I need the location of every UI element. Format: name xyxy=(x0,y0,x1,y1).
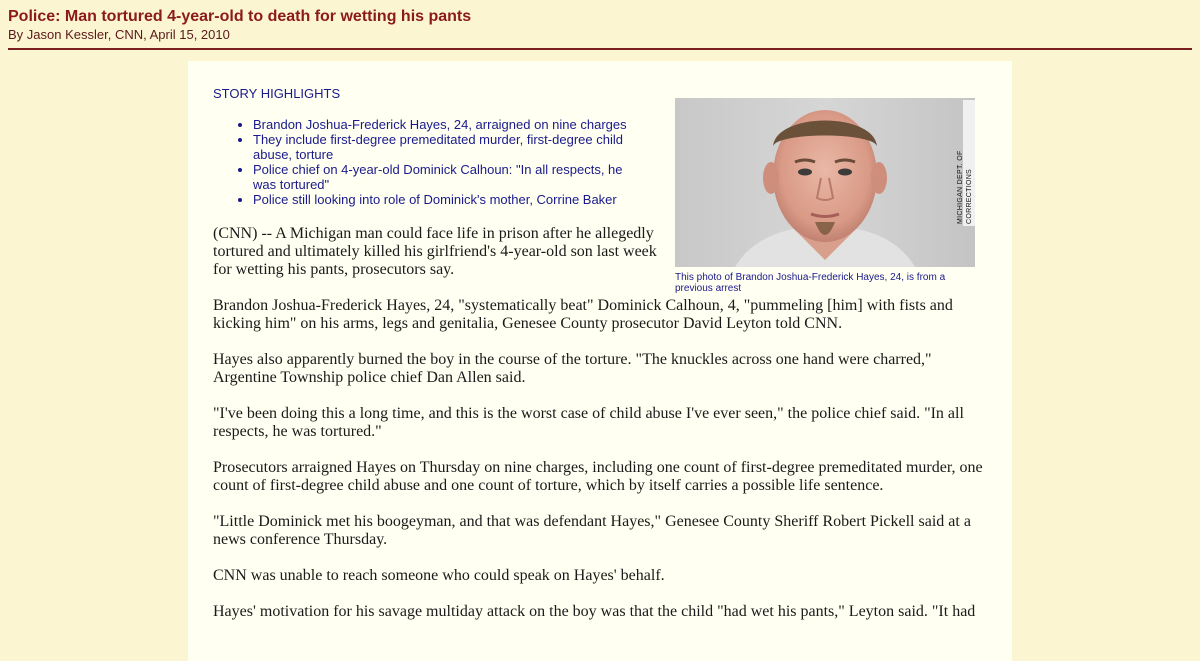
body-paragraph: (CNN) -- A Michigan man could face life in prison after he allegedly tortured and ultimately killed his girlfriend's 4-year-old son last week for wetting his pants, prosecutors say. xyxy=(213,225,657,278)
article-byline: By Jason Kessler, CNN, April 15, 2010 xyxy=(8,27,230,42)
article-body xyxy=(213,225,988,639)
highlights-title: STORY HIGHLIGHTS xyxy=(213,86,341,101)
highlight-item: • They include first-degree premeditated murder, first-degree child abuse, torture xyxy=(253,132,643,162)
body-paragraph: Prosecutors arraigned Hayes on Thursday on nine charges, including one count of first-degree premeditated murder, one count of first-degree child abuse and one count of torture, which by itself carries a possible life sentence. xyxy=(213,459,983,494)
highlight-item: • Police chief on 4-year-old Dominick Calhoun: "In all respects, he was tortured" xyxy=(253,162,643,192)
article-header xyxy=(8,8,1192,43)
body-paragraph: Brandon Joshua-Frederick Hayes, 24, "systematically beat" Dominick Calhoun, 4, "pummeling [him] with fists and kicking him" on his arms, legs and genitalia, Genesee County prosecutor David Leyton told CNN. xyxy=(213,297,953,332)
highlight-item: • Brandon Joshua-Frederick Hayes, 24, arraigned on nine charges xyxy=(253,117,643,132)
photo-caption: This photo of Brandon Joshua-Frederick Hayes, 24, is from a previous arrest xyxy=(675,272,946,294)
body-paragraph: CNN was unable to reach someone who could speak on Hayes' behalf. xyxy=(213,567,665,584)
highlights-list xyxy=(213,117,643,207)
body-paragraph: "Little Dominick met his boogeyman, and that was defendant Hayes," Genesee County Sheriff Robert Pickell said at a news conference Thursday. xyxy=(213,513,971,548)
article-headline: Police: Man tortured 4-year-old to death for wetting his pants xyxy=(8,8,472,25)
header-divider xyxy=(8,48,1192,50)
body-paragraph: "I've been doing this a long time, and this is the worst case of child abuse I've ever seen," the police chief said. "In all respects, he was tortured." xyxy=(213,405,964,440)
body-paragraph: Hayes' motivation for his savage multiday attack on the boy was that the child "had wet his pants," Leyton said. "It had xyxy=(213,603,976,620)
highlight-item: • Police still looking into role of Dominick's mother, Corrine Baker xyxy=(253,192,643,207)
body-paragraph: Hayes also apparently burned the boy in the course of the torture. "The knuckles across one hand were charred," Argentine Township police chief Dan Allen said. xyxy=(213,351,932,386)
article-card xyxy=(188,61,1012,661)
photo-watermark: MICHIGAN DEPT. OF CORRECTIONS xyxy=(957,150,973,224)
